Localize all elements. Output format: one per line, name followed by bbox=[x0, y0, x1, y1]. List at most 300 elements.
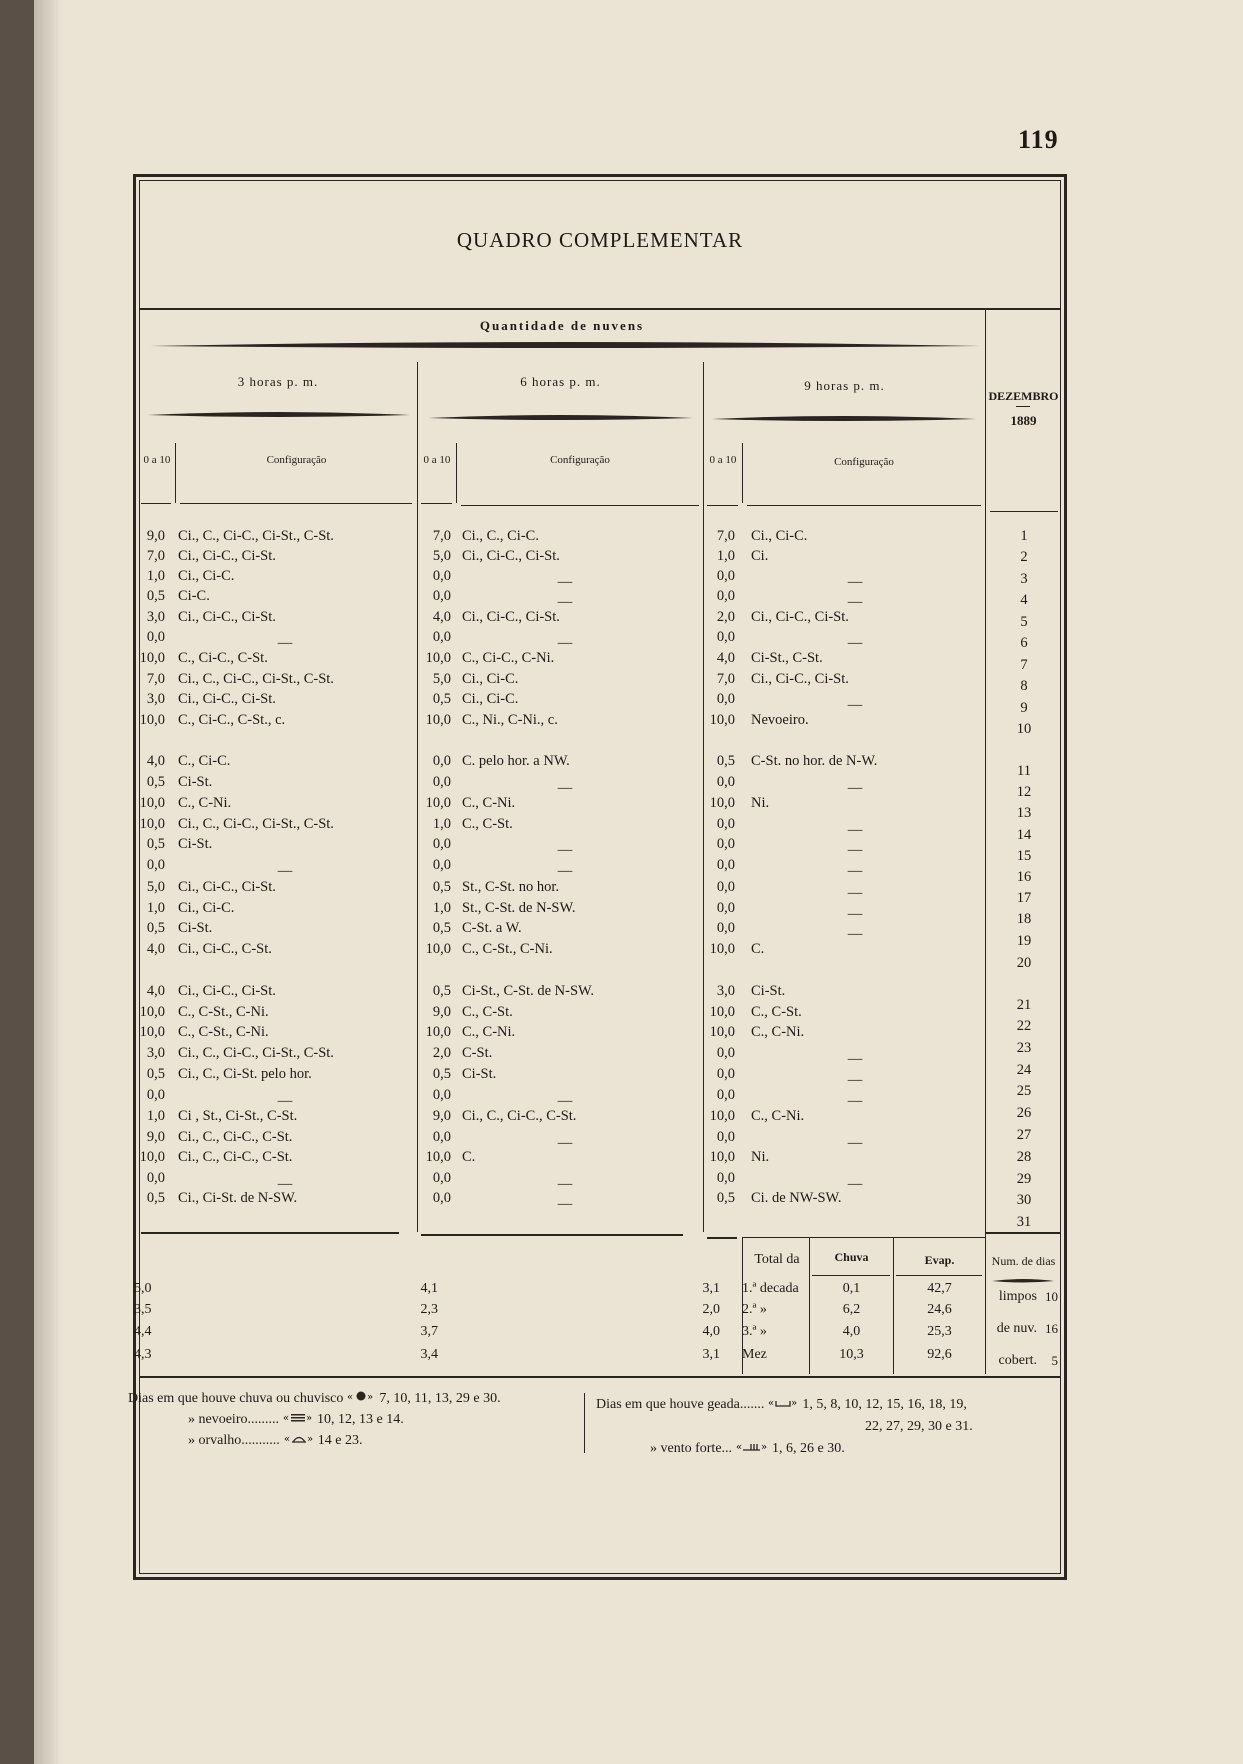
value-9pm: 7,0 bbox=[716, 671, 735, 687]
config-9pm: Nevoeiro. bbox=[751, 712, 809, 728]
group-6pm-label: 6 horas p. m. bbox=[520, 374, 601, 389]
footer-right-days: 1, 6, 26 e 30. bbox=[772, 1441, 845, 1457]
config-9pm: — bbox=[847, 1072, 863, 1088]
value-9pm: 0,0 bbox=[716, 1066, 735, 1082]
config-6pm: Ci., Ci-C. bbox=[462, 671, 519, 687]
config-3pm: Ci., C., Ci-C., C-St. bbox=[178, 1149, 293, 1165]
config-3pm: — bbox=[277, 1176, 293, 1192]
value-9pm: 0,0 bbox=[716, 836, 735, 852]
day-number: 30 bbox=[1016, 1192, 1032, 1208]
config-9pm: — bbox=[847, 1135, 863, 1151]
day-number: 16 bbox=[1016, 869, 1032, 885]
config-3pm: Ci., Ci-C. bbox=[178, 900, 235, 916]
scale-header-9pm: 0 a 10 bbox=[709, 454, 737, 466]
config-9pm: Ci-St., C-St. bbox=[751, 650, 823, 666]
config-6pm: — bbox=[557, 842, 573, 858]
value-3pm: 0,0 bbox=[146, 857, 165, 873]
day-number: 2 bbox=[1020, 549, 1028, 565]
value-6pm: 0,5 bbox=[432, 983, 451, 999]
value-6pm: 0,0 bbox=[432, 629, 451, 645]
day-number: 7 bbox=[1020, 657, 1028, 673]
value-6pm: 10,0 bbox=[425, 1024, 451, 1040]
config-3pm: C., C-St., C-Ni. bbox=[178, 1024, 269, 1040]
config-9pm: Ci. bbox=[751, 548, 769, 564]
config-9pm: Ci., Ci-C., Ci-St. bbox=[751, 609, 849, 625]
summary-9pm: 2,0 bbox=[702, 1302, 720, 1317]
footer-rule bbox=[139, 1376, 1061, 1378]
config-3pm: — bbox=[277, 863, 293, 879]
config-9pm: C. bbox=[751, 941, 765, 957]
summary-chuva: 6,2 bbox=[842, 1302, 861, 1317]
value-3pm: 1,0 bbox=[146, 900, 165, 916]
day-number: 1 bbox=[1020, 528, 1028, 544]
config-3pm: Ci-St. bbox=[178, 920, 213, 936]
config-3pm: Ci., Ci-C., Ci-St. bbox=[178, 548, 276, 564]
value-6pm: 7,0 bbox=[432, 528, 451, 544]
config-9pm: Ci. de NW-SW. bbox=[751, 1190, 842, 1206]
config-6pm: C., C-St. bbox=[462, 816, 513, 832]
value-6pm: 5,0 bbox=[432, 671, 451, 687]
summary-chuva: 4,0 bbox=[842, 1324, 861, 1339]
config-9pm: — bbox=[847, 926, 863, 942]
day-number: 24 bbox=[1016, 1062, 1032, 1078]
config-9pm: Ni. bbox=[751, 795, 770, 811]
value-3pm: 3,0 bbox=[146, 609, 165, 625]
config-3pm: C., C-St., C-Ni. bbox=[178, 1004, 269, 1020]
rain-symbol-icon bbox=[347, 1389, 375, 1409]
summary-9pm: 4,0 bbox=[702, 1324, 720, 1339]
value-3pm: 1,0 bbox=[146, 568, 165, 584]
value-9pm: 0,0 bbox=[716, 900, 735, 916]
evap-rule bbox=[896, 1275, 982, 1276]
page-number: 119 bbox=[1018, 125, 1059, 154]
config-6pm: Ci., C., Ci-C. bbox=[462, 528, 539, 544]
footer-left-days: 14 e 23. bbox=[317, 1433, 363, 1449]
footer-right-label: Dias em que houve geada....... bbox=[596, 1397, 765, 1413]
config-6pm: St., C-St. no hor. bbox=[462, 879, 560, 895]
svg-text:»: » bbox=[791, 1398, 798, 1408]
config-6pm: — bbox=[557, 1093, 573, 1109]
config-3pm: Ci-St. bbox=[178, 774, 213, 790]
value-9pm: 0,5 bbox=[716, 1190, 735, 1206]
day-number: 20 bbox=[1016, 955, 1032, 971]
summary-3pm: 5,0 bbox=[134, 1281, 152, 1296]
config-6pm: C., C-Ni. bbox=[462, 795, 516, 811]
config-9pm: — bbox=[847, 1093, 863, 1109]
value-6pm: 0,0 bbox=[432, 1087, 451, 1103]
value-6pm: 0,5 bbox=[432, 1066, 451, 1082]
config-header-6pm: Configuração bbox=[550, 454, 610, 466]
value-9pm: 0,0 bbox=[716, 691, 735, 707]
sub-divider-9pm bbox=[742, 443, 743, 503]
num-dias-swash bbox=[992, 1276, 1054, 1286]
value-9pm: 10,0 bbox=[709, 1004, 735, 1020]
swash-9pm bbox=[712, 414, 976, 424]
value-6pm: 4,0 bbox=[432, 609, 451, 625]
value-6pm: 0,0 bbox=[432, 774, 451, 790]
day-number: 4 bbox=[1020, 592, 1028, 608]
value-3pm: 0,0 bbox=[146, 629, 165, 645]
value-3pm: 0,0 bbox=[146, 1087, 165, 1103]
summary-chuva: 0,1 bbox=[842, 1281, 861, 1296]
config-3pm: — bbox=[277, 1093, 293, 1109]
summary-6pm: 3,7 bbox=[420, 1324, 438, 1339]
summary-evap: 42,7 bbox=[927, 1281, 952, 1296]
footer-left-days: 10, 12, 13 e 14. bbox=[316, 1412, 404, 1428]
value-3pm: 7,0 bbox=[146, 671, 165, 687]
config-6pm: — bbox=[557, 594, 573, 610]
day-number: 21 bbox=[1016, 997, 1032, 1013]
value-9pm: 0,0 bbox=[716, 588, 735, 604]
num-dias-label: Num. de dias bbox=[991, 1254, 1056, 1268]
config-9pm: — bbox=[847, 906, 863, 922]
footer-left-label: » orvalho........... bbox=[188, 1433, 280, 1449]
config-3pm: Ci., Ci-C., Ci-St. bbox=[178, 609, 276, 625]
value-9pm: 1,0 bbox=[716, 548, 735, 564]
chuva-label: Chuva bbox=[834, 1250, 869, 1264]
config-3pm: Ci., C., Ci-St. pelo hor. bbox=[178, 1066, 312, 1082]
footer-right-label: » vento forte... bbox=[650, 1441, 733, 1457]
config-6pm: — bbox=[557, 574, 573, 590]
value-6pm: 0,0 bbox=[432, 836, 451, 852]
year-label: 1889 bbox=[1010, 413, 1037, 428]
day-number: 12 bbox=[1016, 784, 1032, 800]
value-3pm: 0,5 bbox=[146, 588, 165, 604]
sub-divider-6pm bbox=[456, 443, 457, 503]
config-9pm: C., C-Ni. bbox=[751, 1108, 805, 1124]
value-9pm: 10,0 bbox=[709, 795, 735, 811]
day-column-divider bbox=[985, 310, 986, 1374]
config-9pm: — bbox=[847, 885, 863, 901]
value-6pm: 0,0 bbox=[432, 753, 451, 769]
config-6pm: — bbox=[557, 635, 573, 651]
config-6pm: C-St. bbox=[462, 1045, 493, 1061]
value-3pm: 10,0 bbox=[139, 712, 165, 728]
value-6pm: 10,0 bbox=[425, 941, 451, 957]
day-number: 28 bbox=[1016, 1149, 1032, 1165]
config-6pm: — bbox=[557, 1196, 573, 1212]
summary-evap: 24,6 bbox=[927, 1302, 952, 1317]
section-title: Quantidade de nuvens bbox=[479, 318, 645, 333]
total-label: Total da bbox=[754, 1252, 800, 1267]
summary-3pm: 3,5 bbox=[134, 1302, 152, 1317]
rule-day bbox=[990, 511, 1058, 512]
wind-symbol-icon bbox=[736, 1439, 768, 1459]
rule-config-9pm bbox=[747, 505, 981, 506]
config-6pm: C-St. a W. bbox=[462, 920, 522, 936]
value-9pm: 0,0 bbox=[716, 774, 735, 790]
value-3pm: 4,0 bbox=[146, 941, 165, 957]
value-3pm: 0,5 bbox=[146, 774, 165, 790]
value-6pm: 1,0 bbox=[432, 816, 451, 832]
config-6pm: — bbox=[557, 780, 573, 796]
scale-header-6pm: 0 a 10 bbox=[423, 454, 451, 466]
config-header-3pm: Configuração bbox=[266, 454, 327, 466]
value-3pm: 0,5 bbox=[146, 1066, 165, 1082]
value-9pm: 0,0 bbox=[716, 920, 735, 936]
frost-symbol-icon bbox=[768, 1395, 798, 1415]
value-6pm: 10,0 bbox=[425, 795, 451, 811]
value-3pm: 10,0 bbox=[139, 1024, 165, 1040]
value-6pm: 0,5 bbox=[432, 691, 451, 707]
dias-label: limpos bbox=[998, 1289, 1037, 1304]
footer-right-line bbox=[596, 1395, 967, 1415]
day-number: 22 bbox=[1016, 1018, 1032, 1034]
footer-right-days: 1, 5, 8, 10, 12, 15, 16, 18, 19, bbox=[802, 1397, 967, 1413]
footer-divider bbox=[584, 1393, 585, 1453]
config-6pm: C., Ci-C., C-Ni. bbox=[462, 650, 555, 666]
summary-period: Mez bbox=[742, 1347, 767, 1362]
day-number: 19 bbox=[1016, 933, 1032, 949]
page-title: QUADRO COMPLEMENTAR bbox=[456, 228, 744, 252]
value-6pm: 9,0 bbox=[432, 1004, 451, 1020]
footer-right-line bbox=[865, 1417, 973, 1437]
footer-left-line bbox=[128, 1389, 501, 1409]
summary-period: 2.ª » bbox=[742, 1302, 767, 1317]
config-6pm: Ci., C., Ci-C., C-St. bbox=[462, 1108, 577, 1124]
group-3pm-label: 3 horas p. m. bbox=[237, 374, 319, 389]
scale-header-3pm: 0 a 10 bbox=[143, 454, 171, 466]
config-6pm: C., C-St., C-Ni. bbox=[462, 941, 553, 957]
value-6pm: 1,0 bbox=[432, 900, 451, 916]
value-3pm: 3,0 bbox=[146, 691, 165, 707]
spine-shadow bbox=[34, 0, 62, 1764]
value-9pm: 0,0 bbox=[716, 1129, 735, 1145]
evap-label: Evap. bbox=[924, 1253, 955, 1267]
value-9pm: 0,0 bbox=[716, 1170, 735, 1186]
value-9pm: 4,0 bbox=[716, 650, 735, 666]
rule-bottom-3pm bbox=[141, 1232, 399, 1234]
value-9pm: 0,0 bbox=[716, 629, 735, 645]
value-3pm: 10,0 bbox=[139, 795, 165, 811]
dias-label: de nuv. bbox=[996, 1321, 1037, 1336]
config-3pm: Ci-St. bbox=[178, 836, 213, 852]
svg-text:»: » bbox=[367, 1392, 374, 1402]
value-6pm: 0,5 bbox=[432, 879, 451, 895]
day-number: 3 bbox=[1020, 571, 1028, 587]
day-number: 8 bbox=[1020, 678, 1028, 694]
value-6pm: 0,0 bbox=[432, 1190, 451, 1206]
config-9pm: — bbox=[847, 842, 863, 858]
config-9pm: C-St. no hor. de N-W. bbox=[751, 753, 878, 769]
config-9pm: Ci-St. bbox=[751, 983, 786, 999]
svg-text:»: » bbox=[306, 1434, 313, 1444]
config-3pm: Ci., Ci-C., C-St. bbox=[178, 941, 272, 957]
config-6pm: C. bbox=[462, 1149, 476, 1165]
rule-config-3pm bbox=[180, 503, 412, 504]
config-3pm: Ci., Ci-C., Ci-St. bbox=[178, 879, 276, 895]
day-number: 6 bbox=[1020, 635, 1028, 651]
value-3pm: 10,0 bbox=[139, 816, 165, 832]
dew-symbol-icon bbox=[284, 1431, 314, 1451]
summary-9pm: 3,1 bbox=[702, 1347, 720, 1362]
value-9pm: 10,0 bbox=[709, 1149, 735, 1165]
day-number: 27 bbox=[1016, 1127, 1032, 1143]
config-3pm: Ci., C., Ci-C., Ci-St., C-St. bbox=[178, 528, 334, 544]
value-3pm: 0,5 bbox=[146, 920, 165, 936]
config-6pm: Ci., Ci-C., Ci-St. bbox=[462, 609, 560, 625]
config-9pm: — bbox=[847, 780, 863, 796]
config-3pm: — bbox=[277, 635, 293, 651]
config-6pm: — bbox=[557, 1135, 573, 1151]
config-9pm: C., C-Ni. bbox=[751, 1024, 805, 1040]
config-3pm: Ci., Ci-C., Ci-St. bbox=[178, 691, 276, 707]
month-dash bbox=[1016, 406, 1030, 407]
config-3pm: C., Ci-C., C-St., c. bbox=[178, 712, 286, 728]
config-6pm: C., C-St. bbox=[462, 1004, 513, 1020]
value-6pm: 0,0 bbox=[432, 857, 451, 873]
swash-6pm bbox=[428, 413, 693, 423]
config-9pm: — bbox=[847, 635, 863, 651]
value-3pm: 3,0 bbox=[146, 1045, 165, 1061]
value-3pm: 1,0 bbox=[146, 1108, 165, 1124]
footer-left-line bbox=[188, 1431, 362, 1451]
config-6pm: St., C-St. de N-SW. bbox=[462, 900, 576, 916]
dias-value: 10 bbox=[1045, 1289, 1058, 1304]
rule-bottom-9pm-scale bbox=[707, 1237, 737, 1239]
config-6pm: Ci-St. bbox=[462, 1066, 497, 1082]
svg-text:«: « bbox=[282, 1413, 290, 1423]
config-9pm: Ci., Ci-C., Ci-St. bbox=[751, 671, 849, 687]
value-3pm: 7,0 bbox=[146, 548, 165, 564]
value-6pm: 5,0 bbox=[432, 548, 451, 564]
value-3pm: 9,0 bbox=[146, 1129, 165, 1145]
summary-evap: 25,3 bbox=[927, 1324, 952, 1339]
value-3pm: 9,0 bbox=[146, 528, 165, 544]
value-9pm: 0,0 bbox=[716, 857, 735, 873]
rule-config-6pm bbox=[461, 505, 699, 506]
value-6pm: 10,0 bbox=[425, 712, 451, 728]
value-9pm: 0,0 bbox=[716, 1087, 735, 1103]
value-9pm: 2,0 bbox=[716, 609, 735, 625]
value-3pm: 0,5 bbox=[146, 1190, 165, 1206]
svg-text:«: « bbox=[768, 1398, 775, 1408]
value-9pm: 0,0 bbox=[716, 568, 735, 584]
value-6pm: 0,0 bbox=[432, 1170, 451, 1186]
config-9pm: — bbox=[847, 697, 863, 713]
config-3pm: Ci., Ci-C. bbox=[178, 568, 235, 584]
value-6pm: 0,0 bbox=[432, 1129, 451, 1145]
value-9pm: 10,0 bbox=[709, 941, 735, 957]
rule-scale-9pm bbox=[707, 505, 738, 506]
value-9pm: 3,0 bbox=[716, 983, 735, 999]
value-3pm: 4,0 bbox=[146, 753, 165, 769]
value-9pm: 10,0 bbox=[709, 1024, 735, 1040]
summary-3pm: 4,4 bbox=[134, 1324, 152, 1339]
summary-period: 3.ª » bbox=[742, 1324, 767, 1339]
summary-period: 1.ª decada bbox=[742, 1281, 799, 1296]
config-3pm: Ci , St., Ci-St., C-St. bbox=[178, 1108, 298, 1124]
config-6pm: Ci-St., C-St. de N-SW. bbox=[462, 983, 594, 999]
svg-text:«: « bbox=[347, 1392, 354, 1402]
group-9pm-label: 9 horas p. m. bbox=[804, 378, 885, 393]
value-3pm: 0,0 bbox=[146, 1170, 165, 1186]
summary-9pm: 3,1 bbox=[702, 1281, 720, 1296]
summary-3pm: 4,3 bbox=[134, 1347, 152, 1362]
config-9pm: — bbox=[847, 863, 863, 879]
footer-left-label: Dias em que houve chuva ou chuvisco bbox=[128, 1391, 344, 1407]
day-number: 26 bbox=[1016, 1105, 1032, 1121]
config-9pm: — bbox=[847, 574, 863, 590]
summary-6pm: 2,3 bbox=[420, 1302, 438, 1317]
config-3pm: Ci., C., Ci-C., Ci-St., C-St. bbox=[178, 671, 334, 687]
config-9pm: Ni. bbox=[751, 1149, 770, 1165]
day-number: 14 bbox=[1016, 827, 1032, 843]
value-3pm: 10,0 bbox=[139, 1149, 165, 1165]
sub-divider-3pm bbox=[175, 443, 176, 503]
chuva-rule bbox=[812, 1275, 890, 1276]
config-9pm: C., C-St. bbox=[751, 1004, 802, 1020]
config-3pm: Ci., C., Ci-C., Ci-St., C-St. bbox=[178, 1045, 334, 1061]
summary-6pm: 3,4 bbox=[420, 1347, 438, 1362]
summary-6pm: 4,1 bbox=[420, 1281, 438, 1296]
footer-left-label: » nevoeiro......... bbox=[188, 1412, 279, 1428]
value-6pm: 2,0 bbox=[432, 1045, 451, 1061]
config-header-9pm: Configuração bbox=[834, 456, 894, 468]
day-number: 5 bbox=[1020, 614, 1028, 630]
day-number: 9 bbox=[1020, 700, 1028, 716]
value-9pm: 7,0 bbox=[716, 528, 735, 544]
value-3pm: 10,0 bbox=[139, 1004, 165, 1020]
value-6pm: 0,0 bbox=[432, 588, 451, 604]
day-number: 15 bbox=[1016, 848, 1032, 864]
config-3pm: C., Ci-C., C-St. bbox=[178, 650, 268, 666]
summary-evap: 92,6 bbox=[927, 1347, 952, 1362]
dias-value: 5 bbox=[1051, 1353, 1058, 1368]
dias-label: cobert. bbox=[998, 1353, 1037, 1368]
config-6pm: Ci., Ci-C., Ci-St. bbox=[462, 548, 560, 564]
day-number: 17 bbox=[1016, 890, 1032, 906]
config-6pm: C., Ni., C-Ni., c. bbox=[462, 712, 558, 728]
config-9pm: — bbox=[847, 822, 863, 838]
config-9pm: — bbox=[847, 1051, 863, 1067]
title-rule bbox=[139, 308, 1061, 310]
fog-symbol-icon bbox=[283, 1410, 313, 1430]
value-9pm: 10,0 bbox=[709, 1108, 735, 1124]
footer-right-days: 22, 27, 29, 30 e 31. bbox=[865, 1419, 973, 1434]
svg-text:»: » bbox=[761, 1442, 768, 1452]
value-9pm: 0,0 bbox=[716, 1045, 735, 1061]
day-number: 23 bbox=[1016, 1040, 1032, 1056]
config-3pm: C., C-Ni. bbox=[178, 795, 232, 811]
config-3pm: Ci., Ci-St. de N-SW. bbox=[178, 1190, 298, 1206]
footer-left-line bbox=[188, 1410, 404, 1430]
config-3pm: Ci-C. bbox=[178, 588, 210, 604]
config-6pm: — bbox=[557, 863, 573, 879]
day-number: 13 bbox=[1016, 805, 1032, 821]
value-6pm: 0,0 bbox=[432, 568, 451, 584]
value-6pm: 9,0 bbox=[432, 1108, 451, 1124]
rule-bottom-6pm bbox=[421, 1234, 683, 1236]
day-number: 31 bbox=[1016, 1214, 1032, 1230]
summary-chuva: 10,3 bbox=[839, 1347, 864, 1362]
value-3pm: 0,5 bbox=[146, 836, 165, 852]
day-number: 10 bbox=[1016, 721, 1032, 737]
month-label: DEZEMBRO bbox=[988, 389, 1059, 403]
day-number: 18 bbox=[1016, 911, 1032, 927]
day-number: 11 bbox=[1017, 763, 1031, 779]
rule-bottom-day bbox=[986, 1232, 1061, 1234]
value-3pm: 5,0 bbox=[146, 879, 165, 895]
svg-text:«: « bbox=[283, 1434, 290, 1444]
day-number: 25 bbox=[1016, 1083, 1032, 1099]
dias-value: 16 bbox=[1045, 1321, 1058, 1336]
value-9pm: 0,0 bbox=[716, 879, 735, 895]
day-number: 29 bbox=[1016, 1171, 1032, 1187]
value-9pm: 0,0 bbox=[716, 816, 735, 832]
swash-3pm bbox=[148, 410, 410, 420]
value-3pm: 4,0 bbox=[146, 983, 165, 999]
